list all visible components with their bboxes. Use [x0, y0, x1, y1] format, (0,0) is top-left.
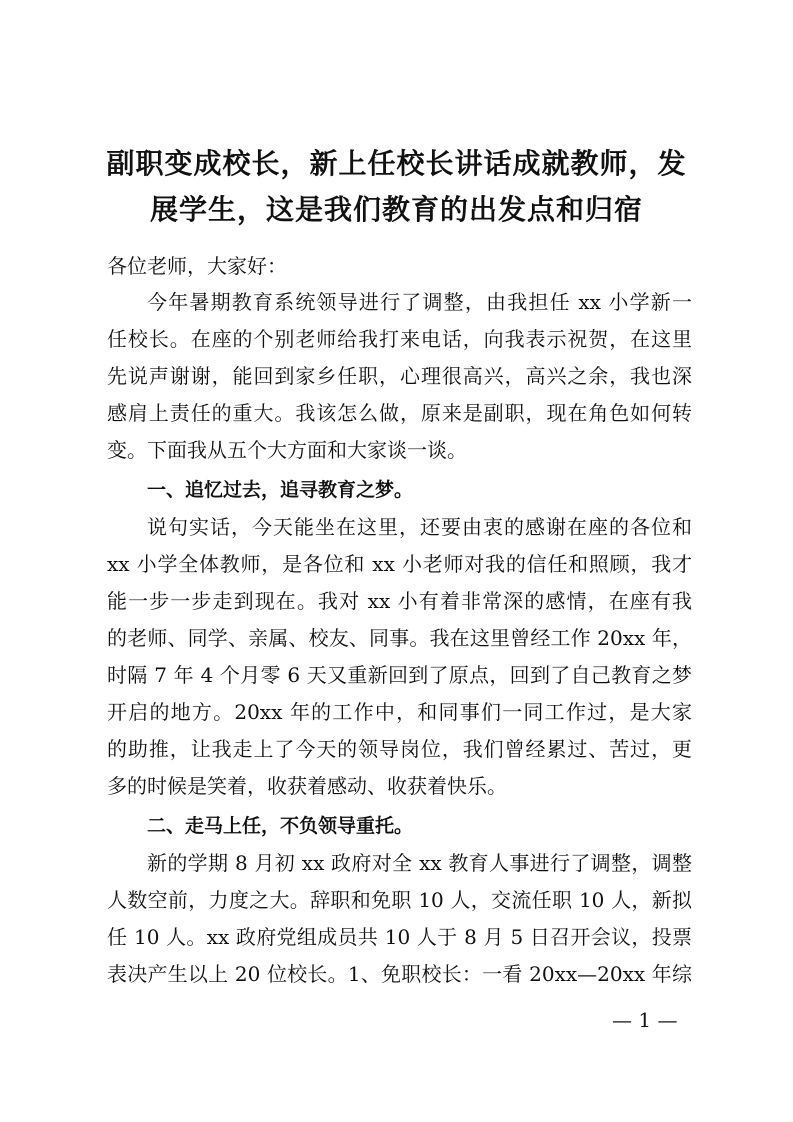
document-title — [100, 141, 693, 233]
title-line-2: 展学生，这是我们教育的出发点和归宿 — [149, 193, 643, 226]
paragraph-line: 人数空前，力度之大。辞职和免职 10 人，交流任职 10 人，新拟 — [107, 888, 692, 912]
paragraph-line: 开启的地方。20xx 年的工作中，和同事们一同工作过，是大家 — [107, 700, 692, 724]
paragraph-line: 的老师、同学、亲属、校友、同事。我在这里曾经工作 20xx 年， — [107, 626, 692, 650]
paragraph-line: 感肩上责任的重大。我该怎么做，原来是副职，现在角色如何转 — [107, 401, 692, 425]
page-number: — 1 — — [612, 1008, 678, 1032]
paragraph-line: 的助推，让我走上了今天的领导岗位，我们曾经累过、苦过，更 — [107, 737, 692, 761]
paragraph-line: xx 小学全体教师，是各位和 xx 小老师对我的信任和照顾，我才 — [107, 552, 692, 576]
paragraph-line: 今年暑期教育系统领导进行了调整，由我担任 xx 小学新一 — [147, 290, 692, 314]
paragraph-line: 新的学期 8 月初 xx 政府对全 xx 教育人事进行了调整，调整 — [147, 851, 692, 875]
paragraph-line: 时隔 7 年 4 个月零 6 天又重新回到了原点，回到了自己教育之梦 — [107, 663, 692, 687]
paragraph-line: 多的时候是笑着，收获着感动、收获着快乐。 — [107, 774, 507, 798]
paragraph-line: 任校长。在座的个别老师给我打来电话，向我表示祝贺，在这里 — [107, 327, 692, 351]
section-heading-1: 一、追忆过去，追寻教育之梦。 — [147, 479, 414, 501]
salutation: 各位老师，大家好： — [107, 254, 287, 278]
paragraph-line: 说句实话，今天能坐在这里，还要由衷的感谢在座的各位和 — [147, 515, 692, 539]
paragraph-line: 变。下面我从五个大方面和大家谈一谈。 — [107, 438, 467, 462]
title-line-1: 副职变成校长，新上任校长讲话成就教师，发 — [106, 147, 687, 180]
paragraph-line: 先说声谢谢，能回到家乡任职，心理很高兴，高兴之余，我也深 — [107, 364, 692, 388]
section-heading-2: 二、走马上任，不负领导重托。 — [147, 815, 414, 837]
paragraph-line: 表决产生以上 20 位校长。1、免职校长：一看 20xx—20xx 年综 — [107, 962, 692, 986]
paragraph-line: 任 10 人。xx 政府党组成员共 10 人于 8 月 5 日召开会议，投票 — [107, 925, 692, 949]
paragraph-line: 能一步一步走到现在。我对 xx 小有着非常深的感情，在座有我 — [107, 589, 692, 613]
